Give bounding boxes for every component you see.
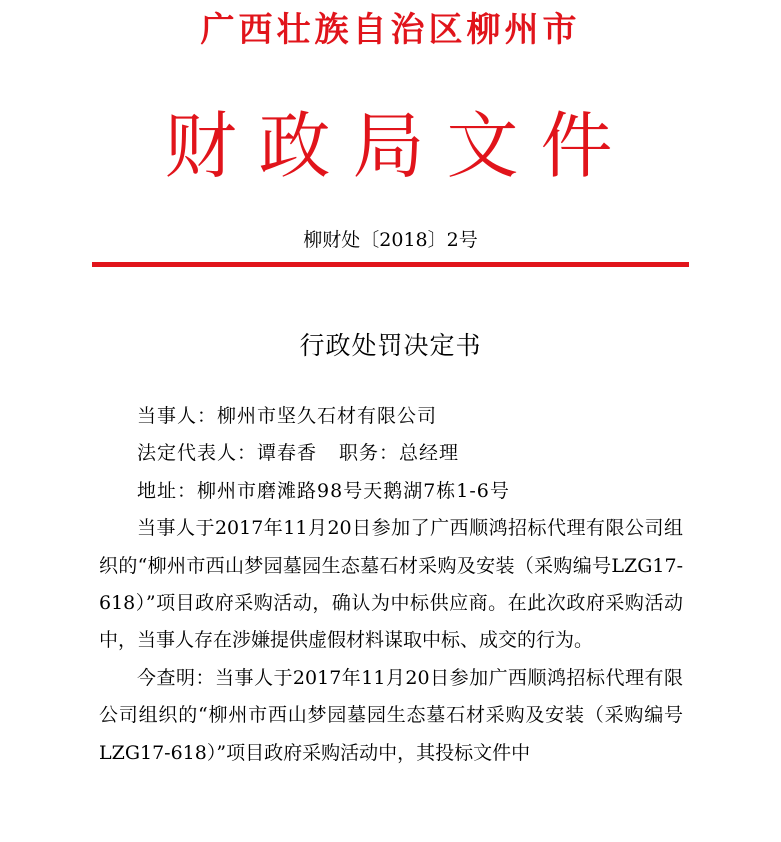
issuer-line-1: 广西壮族自治区柳州市 [200,10,581,50]
paragraph-1: 当事人于2017年11月20日参加了广西顺鸿招标代理有限公司组织的“柳州市西山梦园墓园生态墓石材采购及安装（采购编号LZG17-618）”项目政府采购活动，确认为中标供应商。在此次政府采购活动中，当事人存在涉嫌提供虚假材料谋取中标、成交的行为。 [99,517,683,652]
issuer-line-2: 财政局文件 [164,104,635,188]
party-line [99,398,683,435]
address-label: 地址： [137,479,198,502]
paragraph-2: 今查明：当事人于2017年11月20日参加广西顺鸿招标代理有限公司组织的“柳州市西山梦园墓园生态墓石材采购及安装（采购编号LZG17-618）”项目政府采购活动中，其投标文件中 [99,666,683,764]
document-body [99,398,683,772]
position-label: 职务： [339,442,400,465]
address-value: 柳州市磨滩路98号天鹅湖7栋1-6号 [197,479,510,502]
party-value: 柳州市坚久石材有限公司 [217,405,438,427]
representative-label: 法定代表人： [137,442,258,465]
address-line [99,473,683,510]
document-number: 柳财处〔2018〕2号 [303,229,478,251]
representative-line [99,435,683,472]
red-separator-line [92,262,689,267]
party-label: 当事人： [137,405,218,427]
representative-value: 谭春香 [257,442,318,465]
position-value: 总经理 [399,442,460,465]
document-title: 行政处罚决定书 [299,331,482,360]
